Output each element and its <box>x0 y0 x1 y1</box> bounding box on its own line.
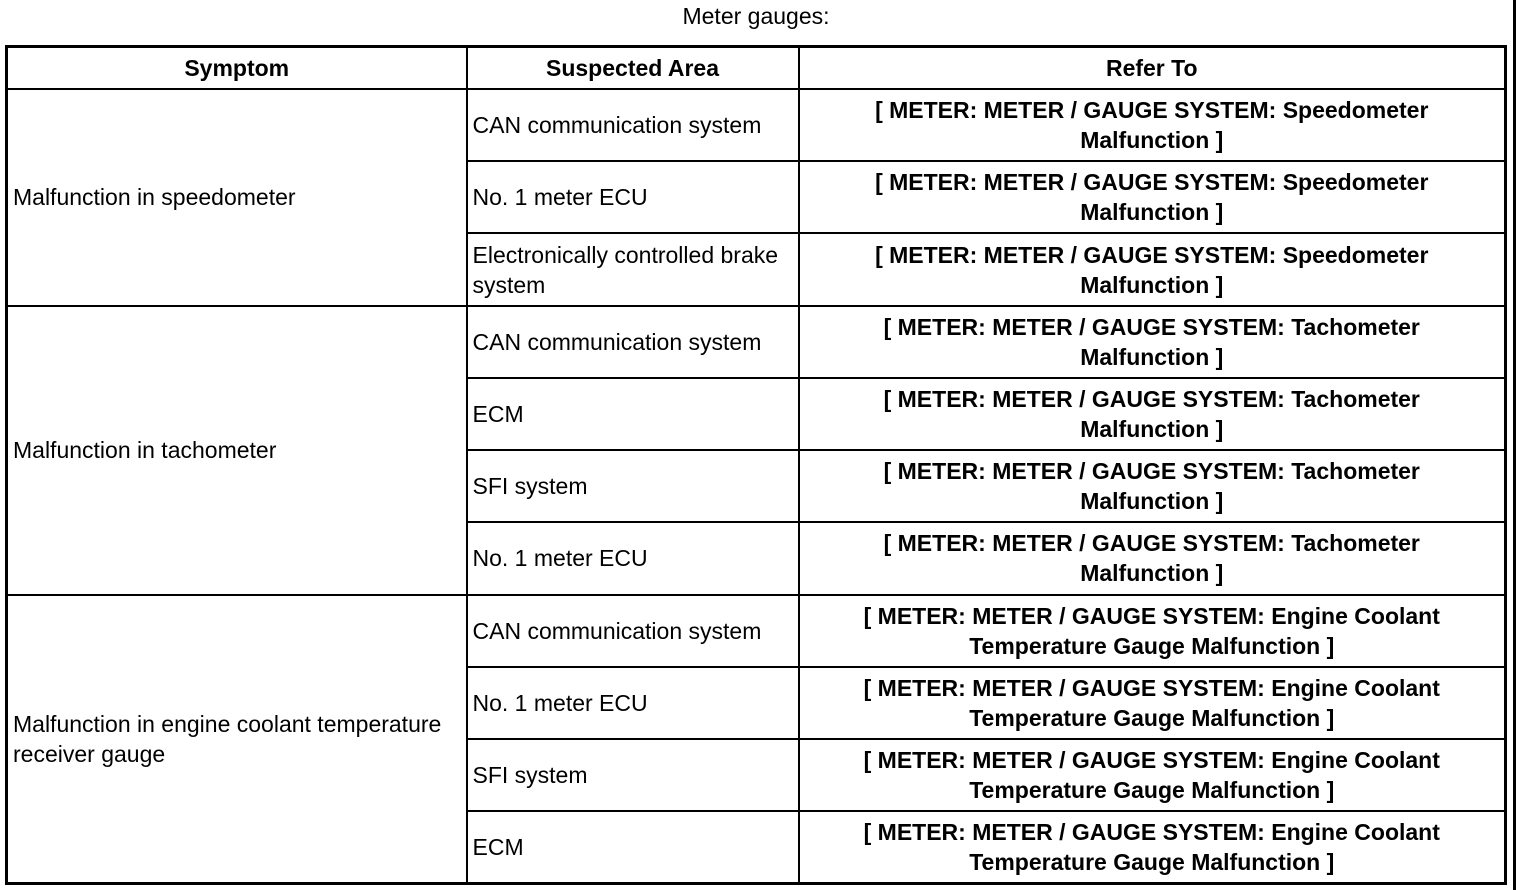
table-caption: Meter gauges: <box>682 3 830 29</box>
table-row <box>7 595 1506 667</box>
suspected-area-cell: ECM <box>467 811 799 883</box>
header-refer-to: Refer To <box>799 47 1506 90</box>
header-row <box>7 47 1506 90</box>
suspected-area-cell: CAN communication system <box>467 595 799 667</box>
refer-to-link[interactable]: [ METER: METER / GAUGE SYSTEM: Engine Coolant Temperature Gauge Malfunction ] <box>799 739 1506 811</box>
refer-to-link[interactable]: [ METER: METER / GAUGE SYSTEM: Tachometer Malfunction ] <box>799 306 1506 378</box>
refer-to-link[interactable]: [ METER: METER / GAUGE SYSTEM: Engine Coolant Temperature Gauge Malfunction ] <box>799 667 1506 739</box>
suspected-area-cell: CAN communication system <box>467 306 799 378</box>
page-edge-rule <box>1513 0 1516 890</box>
table-row <box>7 89 1506 161</box>
suspected-area-cell: ECM <box>467 378 799 450</box>
refer-to-link[interactable]: [ METER: METER / GAUGE SYSTEM: Speedometer Malfunction ] <box>799 233 1506 305</box>
refer-to-link[interactable]: [ METER: METER / GAUGE SYSTEM: Tachometer Malfunction ] <box>799 450 1506 522</box>
suspected-area-cell: SFI system <box>467 739 799 811</box>
suspected-area-cell: No. 1 meter ECU <box>467 522 799 594</box>
refer-to-link[interactable]: [ METER: METER / GAUGE SYSTEM: Tachometer Malfunction ] <box>799 378 1506 450</box>
symptom-cell: Malfunction in engine coolant temperature receiver gauge <box>7 595 467 884</box>
suspected-area-cell: SFI system <box>467 450 799 522</box>
header-symptom: Symptom <box>7 47 467 90</box>
suspected-area-cell: CAN communication system <box>467 89 799 161</box>
table-row <box>7 306 1506 378</box>
symptom-cell: Malfunction in speedometer <box>7 89 467 306</box>
suspected-area-cell: No. 1 meter ECU <box>467 667 799 739</box>
refer-to-link[interactable]: [ METER: METER / GAUGE SYSTEM: Speedometer Malfunction ] <box>799 89 1506 161</box>
refer-to-link[interactable]: [ METER: METER / GAUGE SYSTEM: Tachometer Malfunction ] <box>799 522 1506 594</box>
suspected-area-cell: Electronically controlled brake system <box>467 233 799 305</box>
meter-gauges-table <box>5 45 1507 885</box>
suspected-area-cell: No. 1 meter ECU <box>467 161 799 233</box>
refer-to-link[interactable]: [ METER: METER / GAUGE SYSTEM: Engine Coolant Temperature Gauge Malfunction ] <box>799 595 1506 667</box>
header-suspected-area: Suspected Area <box>467 47 799 90</box>
refer-to-link[interactable]: [ METER: METER / GAUGE SYSTEM: Engine Coolant Temperature Gauge Malfunction ] <box>799 811 1506 883</box>
refer-to-link[interactable]: [ METER: METER / GAUGE SYSTEM: Speedometer Malfunction ] <box>799 161 1506 233</box>
symptom-cell: Malfunction in tachometer <box>7 306 467 595</box>
